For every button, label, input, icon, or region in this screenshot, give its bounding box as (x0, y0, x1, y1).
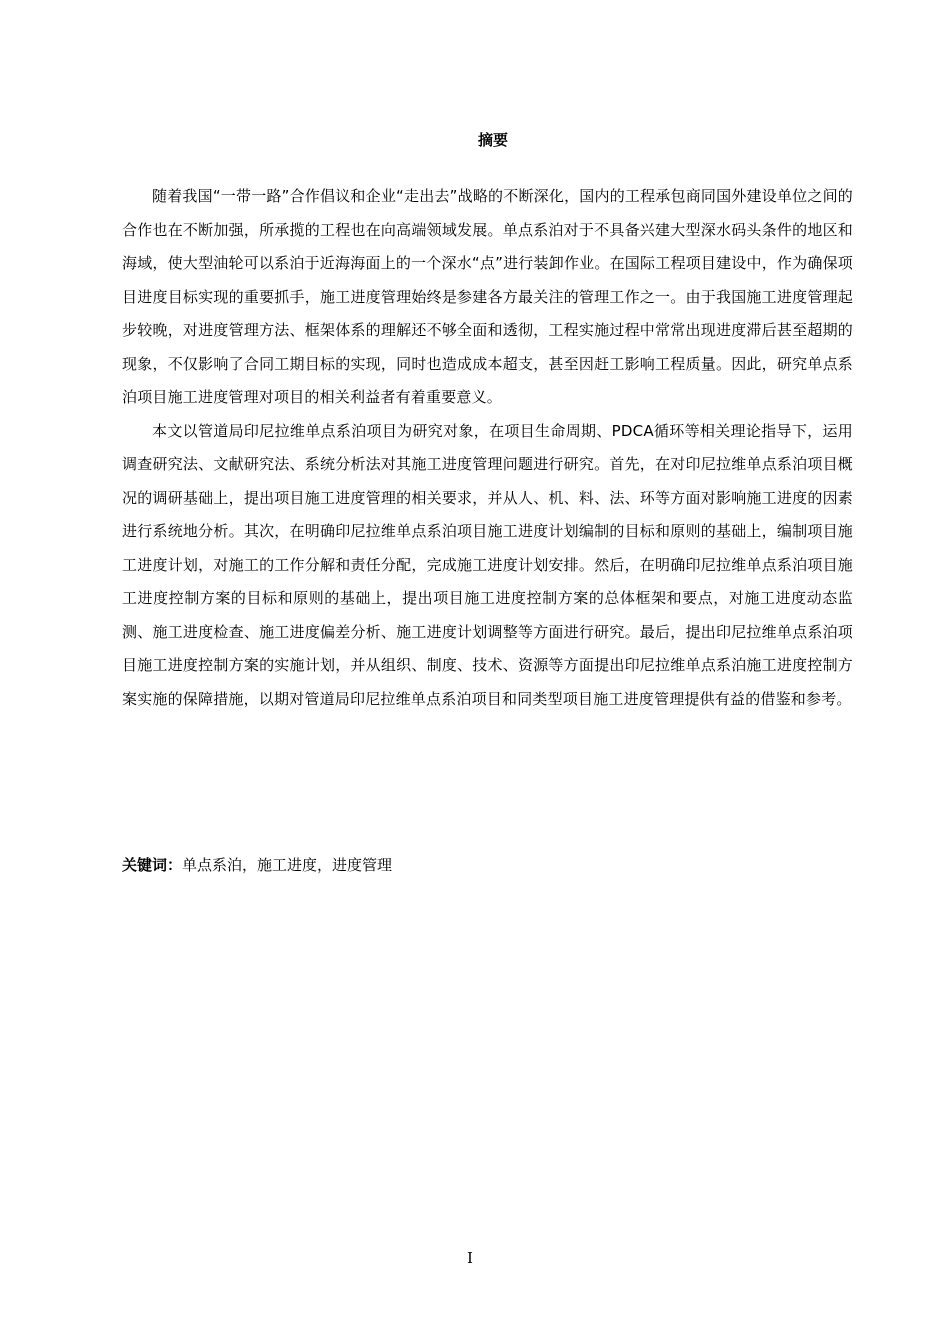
abstract-title: 摘要 (477, 131, 508, 149)
abstract-body (122, 180, 853, 716)
abstract-paragraph-1: 随着我国“一带一路”合作倡议和企业“走出去”战略的不断深化，国内的工程承包商同国外建设单位之间的合作也在不断加强，所承揽的工程也在向高端领域发展。单点系泊对于不具备兴建大型深水码头条件的地区和海域，使大型油轮可以系泊于近海海面上的一个深水“点”进行装卸作业。在国际工程项目建设中，作为确保项目进度目标实现的重要抓手，施工进度管理始终是参建各方最关注的管理工作之一。由于我国施工进度管理起步较晚，对进度管理方法、框架体系的理解还不够全面和透彻，工程实施过程中常常出现进度滞后甚至超期的现象，不仅影响了合同工期目标的实现，同时也造成成本超支，甚至因赶工影响工程质量。因此，研究单点系泊项目施工进度管理对项目的相关利益者有着重要意义。 (122, 187, 853, 406)
page-number: I (467, 1249, 473, 1267)
keywords-label: 关键词： (122, 856, 183, 874)
keywords-line (122, 853, 853, 877)
abstract-paragraph-2: 本文以管道局印尼拉维单点系泊项目为研究对象，在项目生命周期、PDCA循环等相关理论指导下，运用调查研究法、文献研究法、系统分析法对其施工进度管理问题进行研究。首先，在对印尼拉维单点系泊项目概况的调研基础上，提出项目施工进度管理的相关要求，并从人、机、料、法、环等方面对影响施工进度的因素进行系统地分析。其次，在明确印尼拉维单点系泊项目施工进度计划编制的目标和原则的基础上，编制项目施工进度计划，对施工的工作分解和责任分配，完成施工进度计划安排。然后，在明确印尼拉维单点系泊项目施工进度控制方案的目标和原则的基础上，提出项目施工进度控制方案的总体框架和要点，对施工进度动态监测、施工进度检查、施工进度偏差分析、施工进度计划调整等方面进行研究。最后，提出印尼拉维单点系泊项目施工进度控制方案的实施计划，并从组织、制度、技术、资源等方面提出印尼拉维单点系泊施工进度控制方案实施的保障措施，以期对管道局印尼拉维单点系泊项目和同类型项目施工进度管理提供有益的借鉴和参考。 (122, 421, 853, 708)
keywords-value: 单点系泊，施工进度，进度管理 (182, 856, 393, 874)
